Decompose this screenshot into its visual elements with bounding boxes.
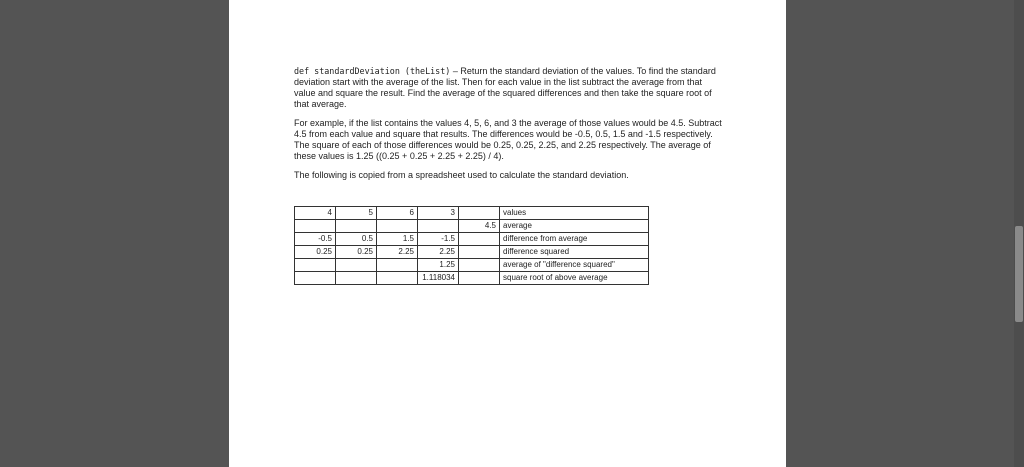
table-cell: -0.5 xyxy=(295,233,336,246)
table-row xyxy=(295,272,649,285)
table-cell: 1.118034 xyxy=(418,272,459,285)
table-cell: 2.25 xyxy=(377,246,418,259)
spreadsheet-table xyxy=(294,206,649,285)
table-cell: 4.5 xyxy=(459,220,500,233)
table-row xyxy=(295,220,649,233)
table-cell: 2.25 xyxy=(418,246,459,259)
table-cell xyxy=(295,259,336,272)
table-cell xyxy=(459,246,500,259)
table-cell: 0.5 xyxy=(336,233,377,246)
row-label-cell: difference from average xyxy=(500,233,649,246)
paragraph-function-description xyxy=(294,66,724,110)
table-cell xyxy=(377,220,418,233)
table-cell: 0.25 xyxy=(295,246,336,259)
table-cell: 5 xyxy=(336,207,377,220)
row-label-cell: difference squared xyxy=(500,246,649,259)
table-cell: 1.25 xyxy=(418,259,459,272)
table-cell xyxy=(459,272,500,285)
function-description-text: – Return the standard deviation of the values. To find the standard deviation start with the average of the list. Then for each value in the list subtract the average from that value and square the result. Find the average of the squared differences and then take the square root of that average. xyxy=(294,66,716,109)
table-cell xyxy=(336,272,377,285)
row-label-cell: values xyxy=(500,207,649,220)
paragraph-example: For example, if the list contains the values 4, 5, 6, and 3 the average of those values would be 4.5. Subtract 4.5 from each value and square that results. The differences would be -0.5, 0.5, 1.5 and -1.5 respectively. The square of each of those differences would be 0.25, 0.25, 2.25, and 2.25 respectively. The average of these values is 1.25 ((0.25 + 0.25 + 2.25 + 2.25) / 4). xyxy=(294,118,722,161)
function-signature: def standardDeviation (theList) xyxy=(294,66,451,76)
table-row xyxy=(295,246,649,259)
table-row xyxy=(295,207,649,220)
row-label-cell: average of "difference squared" xyxy=(500,259,649,272)
table-cell xyxy=(336,259,377,272)
scrollbar-thumb[interactable] xyxy=(1015,226,1023,322)
table-cell: 4 xyxy=(295,207,336,220)
table-cell: 1.5 xyxy=(377,233,418,246)
document-page xyxy=(229,0,786,467)
table-cell xyxy=(295,272,336,285)
document-body xyxy=(294,66,724,189)
paragraph-spreadsheet-intro: The following is copied from a spreadsheet used to calculate the standard deviation. xyxy=(294,170,629,180)
table-cell xyxy=(336,220,377,233)
row-label-cell: square root of above average xyxy=(500,272,649,285)
table-cell xyxy=(459,259,500,272)
vertical-scrollbar[interactable] xyxy=(1014,0,1024,467)
table-cell xyxy=(377,272,418,285)
table-cell xyxy=(459,207,500,220)
table-cell xyxy=(459,233,500,246)
table-cell xyxy=(418,220,459,233)
table-cell: 0.25 xyxy=(336,246,377,259)
table-cell: -1.5 xyxy=(418,233,459,246)
table-cell xyxy=(295,220,336,233)
table-cell: 6 xyxy=(377,207,418,220)
table-row xyxy=(295,259,649,272)
table-cell xyxy=(377,259,418,272)
row-label-cell: average xyxy=(500,220,649,233)
table-cell: 3 xyxy=(418,207,459,220)
table-row xyxy=(295,233,649,246)
